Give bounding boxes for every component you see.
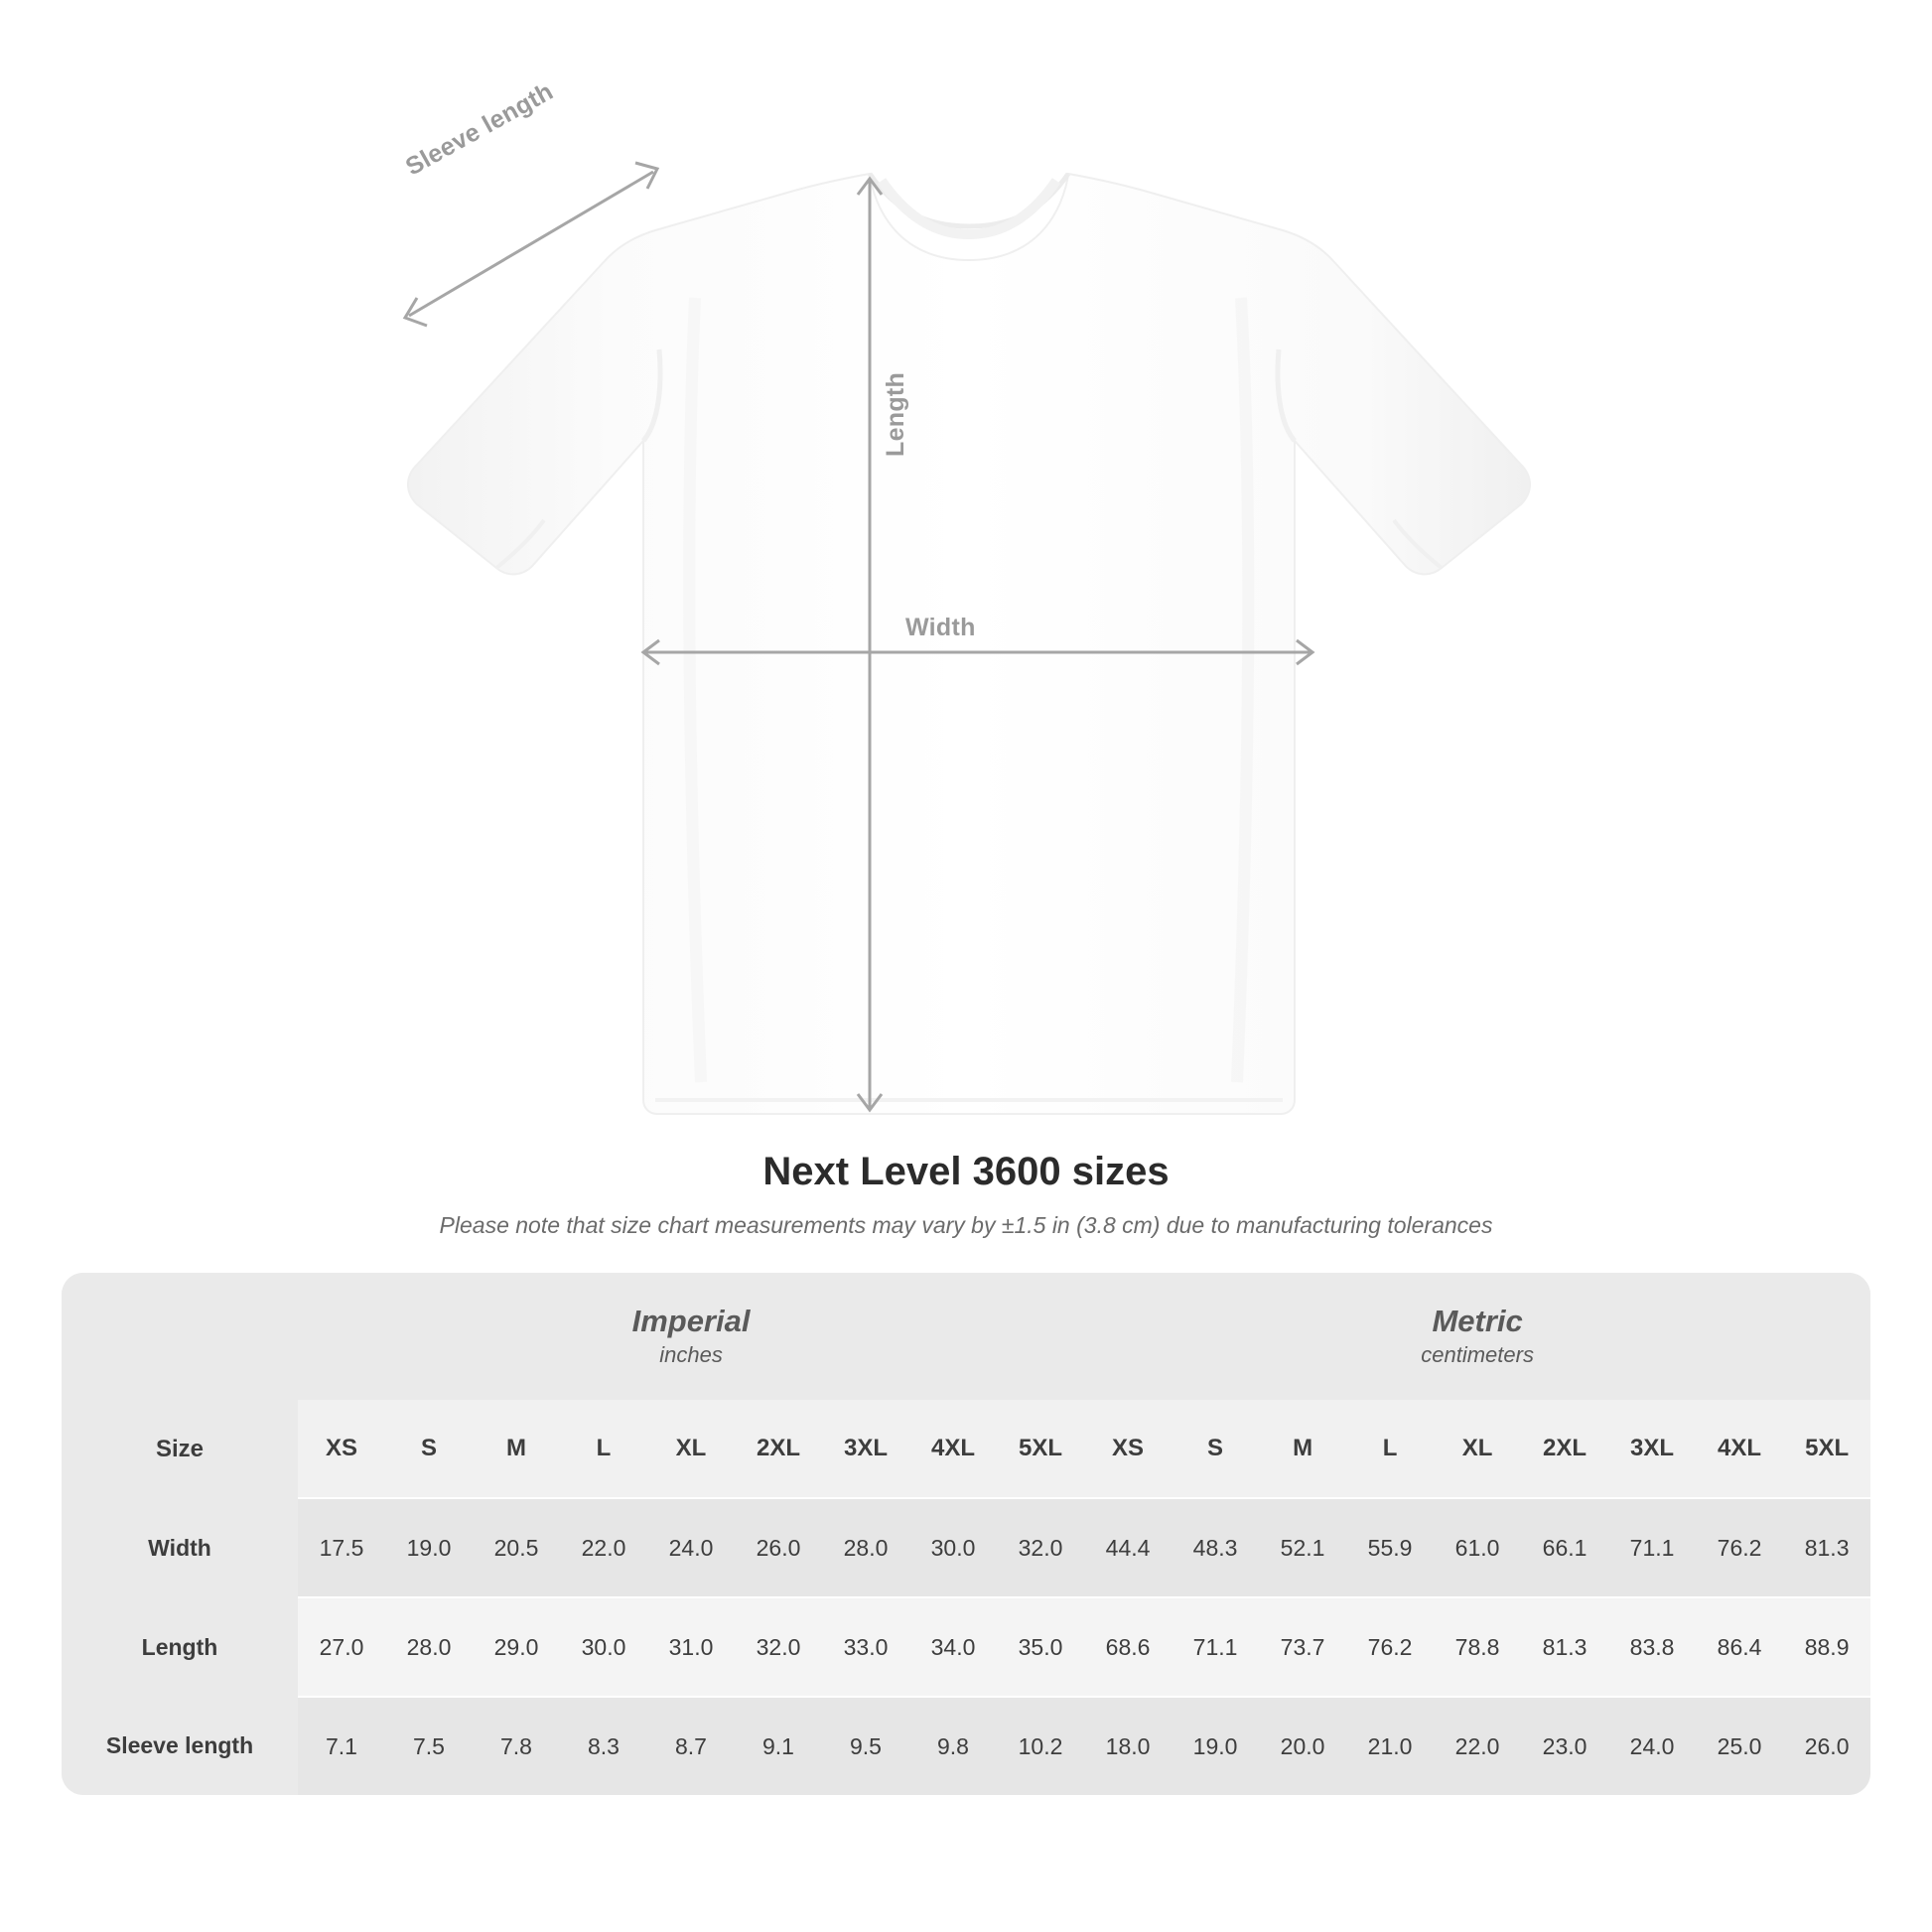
col-header-metric-m: M — [1259, 1400, 1346, 1498]
size-table — [62, 1273, 1870, 1795]
cell-width-metric-2xl: 66.1 — [1521, 1498, 1608, 1597]
cell-sleeve-metric-xl: 22.0 — [1434, 1697, 1521, 1795]
cell-width-metric-l: 55.9 — [1346, 1498, 1434, 1597]
cell-sleeve-imperial-5xl: 10.2 — [997, 1697, 1084, 1795]
cell-width-imperial-3xl: 28.0 — [822, 1498, 909, 1597]
size-header-row — [62, 1400, 1870, 1498]
col-header-metric-4xl: 4XL — [1696, 1400, 1783, 1498]
cell-width-imperial-m: 20.5 — [473, 1498, 560, 1597]
col-header-imperial-xl: XL — [647, 1400, 735, 1498]
imperial-sub: inches — [659, 1342, 723, 1368]
cell-length-imperial-3xl: 33.0 — [822, 1597, 909, 1697]
cell-sleeve-imperial-3xl: 9.5 — [822, 1697, 909, 1795]
cell-sleeve-metric-m: 20.0 — [1259, 1697, 1346, 1795]
col-header-imperial-4xl: 4XL — [909, 1400, 997, 1498]
cell-width-imperial-4xl: 30.0 — [909, 1498, 997, 1597]
cell-width-imperial-xl: 24.0 — [647, 1498, 735, 1597]
col-header-metric-2xl: 2XL — [1521, 1400, 1608, 1498]
cell-width-metric-m: 52.1 — [1259, 1498, 1346, 1597]
cell-sleeve-imperial-4xl: 9.8 — [909, 1697, 997, 1795]
cell-length-imperial-l: 30.0 — [560, 1597, 647, 1697]
cell-length-metric-xs: 68.6 — [1084, 1597, 1172, 1697]
cell-sleeve-imperial-l: 8.3 — [560, 1697, 647, 1795]
unit-header-imperial — [298, 1273, 1084, 1400]
cell-sleeve-metric-4xl: 25.0 — [1696, 1697, 1783, 1795]
row-label-sleeve-length: Sleeve length — [62, 1697, 298, 1795]
cell-length-metric-3xl: 83.8 — [1608, 1597, 1696, 1697]
page-title: Next Level 3600 sizes — [762, 1150, 1170, 1193]
cell-sleeve-imperial-xs: 7.1 — [298, 1697, 385, 1795]
cell-length-imperial-m: 29.0 — [473, 1597, 560, 1697]
cell-width-imperial-xs: 17.5 — [298, 1498, 385, 1597]
cell-sleeve-imperial-s: 7.5 — [385, 1697, 473, 1795]
unit-header-blank — [62, 1273, 298, 1400]
row-label-length: Length — [62, 1597, 298, 1697]
cell-sleeve-imperial-xl: 8.7 — [647, 1697, 735, 1795]
row-label-width: Width — [62, 1498, 298, 1597]
width-label: Width — [905, 614, 976, 641]
cell-length-imperial-s: 28.0 — [385, 1597, 473, 1697]
cell-width-metric-4xl: 76.2 — [1696, 1498, 1783, 1597]
table-row — [62, 1697, 1870, 1795]
cell-sleeve-metric-5xl: 26.0 — [1783, 1697, 1870, 1795]
cell-length-imperial-4xl: 34.0 — [909, 1597, 997, 1697]
col-header-metric-xs: XS — [1084, 1400, 1172, 1498]
cell-length-imperial-xs: 27.0 — [298, 1597, 385, 1697]
cell-length-metric-l: 76.2 — [1346, 1597, 1434, 1697]
tolerance-note: Please note that size chart measurements may vary by ±1.5 in (3.8 cm) due to manufacturing tolerances — [439, 1212, 1493, 1238]
metric-name: Metric — [1432, 1304, 1523, 1339]
unit-header-metric — [1084, 1273, 1870, 1400]
cell-width-imperial-5xl: 32.0 — [997, 1498, 1084, 1597]
cell-length-metric-2xl: 81.3 — [1521, 1597, 1608, 1697]
cell-length-imperial-2xl: 32.0 — [735, 1597, 822, 1697]
col-header-imperial-2xl: 2XL — [735, 1400, 822, 1498]
cell-width-metric-xl: 61.0 — [1434, 1498, 1521, 1597]
cell-length-imperial-xl: 31.0 — [647, 1597, 735, 1697]
cell-length-metric-xl: 78.8 — [1434, 1597, 1521, 1697]
title-block — [0, 1150, 1932, 1239]
imperial-name: Imperial — [631, 1304, 751, 1339]
cell-width-metric-xs: 44.4 — [1084, 1498, 1172, 1597]
col-header-imperial-m: M — [473, 1400, 560, 1498]
cell-length-metric-s: 71.1 — [1172, 1597, 1259, 1697]
cell-sleeve-metric-s: 19.0 — [1172, 1697, 1259, 1795]
col-header-imperial-xs: XS — [298, 1400, 385, 1498]
col-header-metric-3xl: 3XL — [1608, 1400, 1696, 1498]
col-header-imperial-s: S — [385, 1400, 473, 1498]
col-header-imperial-5xl: 5XL — [997, 1400, 1084, 1498]
cell-width-metric-3xl: 71.1 — [1608, 1498, 1696, 1597]
table-row — [62, 1597, 1870, 1697]
sleeve-length-label: Sleeve length — [401, 76, 558, 182]
cell-sleeve-imperial-m: 7.8 — [473, 1697, 560, 1795]
cell-length-metric-5xl: 88.9 — [1783, 1597, 1870, 1697]
cell-width-metric-s: 48.3 — [1172, 1498, 1259, 1597]
cell-width-imperial-s: 19.0 — [385, 1498, 473, 1597]
length-label: Length — [882, 371, 909, 457]
col-header-imperial-3xl: 3XL — [822, 1400, 909, 1498]
table-row — [62, 1498, 1870, 1597]
cell-sleeve-imperial-2xl: 9.1 — [735, 1697, 822, 1795]
col-header-imperial-l: L — [560, 1400, 647, 1498]
col-header-metric-s: S — [1172, 1400, 1259, 1498]
cell-width-metric-5xl: 81.3 — [1783, 1498, 1870, 1597]
unit-header-row — [62, 1273, 1870, 1400]
cell-length-imperial-5xl: 35.0 — [997, 1597, 1084, 1697]
cell-width-imperial-l: 22.0 — [560, 1498, 647, 1597]
cell-width-imperial-2xl: 26.0 — [735, 1498, 822, 1597]
cell-sleeve-metric-xs: 18.0 — [1084, 1697, 1172, 1795]
cell-length-metric-m: 73.7 — [1259, 1597, 1346, 1697]
col-header-metric-xl: XL — [1434, 1400, 1521, 1498]
size-table-container — [62, 1273, 1870, 1795]
row-header-size: Size — [62, 1400, 298, 1498]
cell-sleeve-metric-2xl: 23.0 — [1521, 1697, 1608, 1795]
cell-length-metric-4xl: 86.4 — [1696, 1597, 1783, 1697]
metric-sub: centimeters — [1421, 1342, 1534, 1368]
col-header-metric-5xl: 5XL — [1783, 1400, 1870, 1498]
col-header-metric-l: L — [1346, 1400, 1434, 1498]
cell-sleeve-metric-3xl: 24.0 — [1608, 1697, 1696, 1795]
cell-sleeve-metric-l: 21.0 — [1346, 1697, 1434, 1795]
